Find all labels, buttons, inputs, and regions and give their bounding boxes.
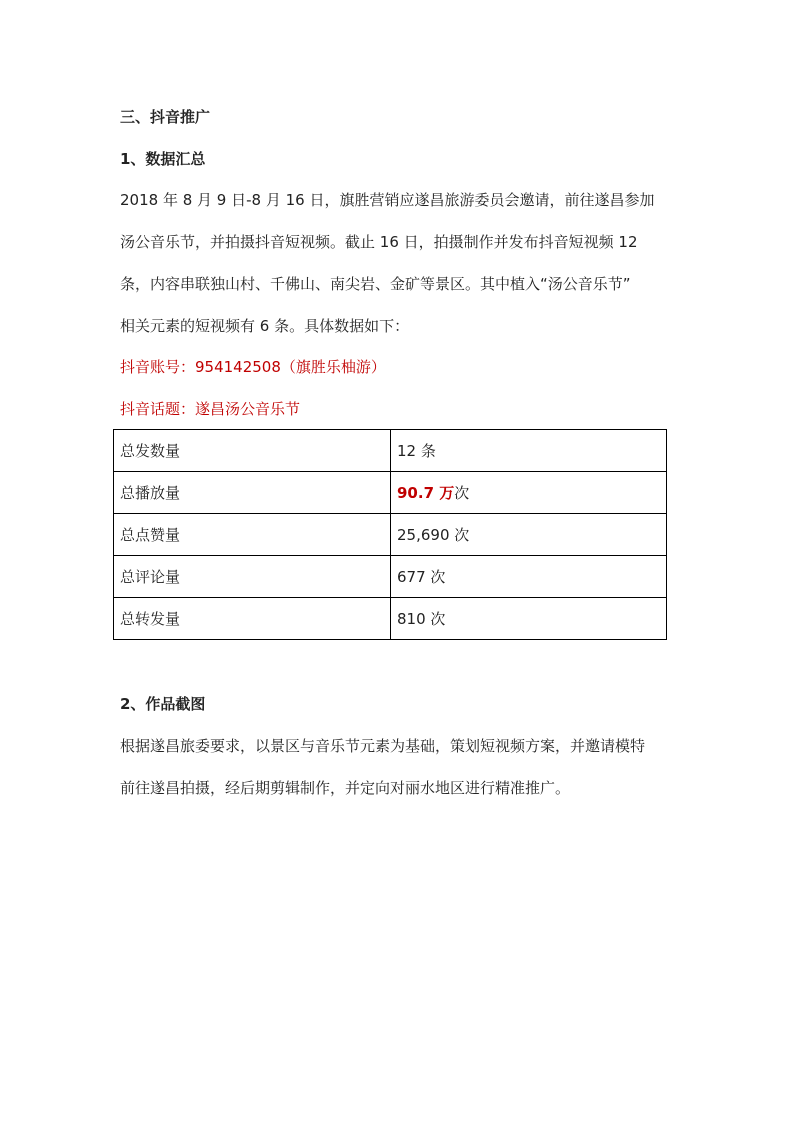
table-row: [114, 598, 667, 640]
paragraph-line: 汤公音乐节，并拍摄抖音短视频。截止 16 日，拍摄制作并发布抖音短视频 12: [120, 233, 638, 251]
stat-label: 总点赞量: [114, 514, 391, 556]
stat-value: [391, 472, 667, 514]
stat-label: 总发数量: [114, 430, 391, 472]
table-row: [114, 514, 667, 556]
data-summary-paragraph: [120, 179, 685, 347]
screenshots-title: 2、作品截图: [120, 695, 206, 713]
stat-label: 总播放量: [114, 472, 391, 514]
section-title: 三、抖音推广: [120, 108, 211, 126]
table-row: [114, 430, 667, 472]
stat-value: 25,690 次: [391, 514, 667, 556]
stat-value-suffix: 次: [454, 484, 470, 502]
data-summary-title: 1、数据汇总: [120, 150, 206, 168]
paragraph-line: 相关元素的短视频有 6 条。具体数据如下：: [120, 317, 410, 335]
paragraph-line: 前往遂昌拍摄，经后期剪辑制作，并定向对丽水地区进行精准推广。: [120, 779, 571, 797]
table-row: [114, 472, 667, 514]
paragraph-line: 条，内容串联独山村、千佛山、南尖岩、金矿等景区。其中植入“汤公音乐节”: [120, 275, 631, 293]
stat-value: 12 条: [391, 430, 667, 472]
stat-label: 总转发量: [114, 598, 391, 640]
screenshots-paragraph: [120, 725, 685, 809]
stat-value: 810 次: [391, 598, 667, 640]
table-row: [114, 556, 667, 598]
douyin-topic: 抖音话题：遂昌汤公音乐节: [120, 400, 301, 418]
douyin-account: 抖音账号：954142508（旗胜乐柚游）: [120, 358, 386, 376]
stats-table: [113, 429, 667, 640]
stat-value: 677 次: [391, 556, 667, 598]
stat-value-emphasis: 90.7 万: [397, 484, 455, 502]
stat-label: 总评论量: [114, 556, 391, 598]
paragraph-line: 2018 年 8 月 9 日-8 月 16 日，旗胜营销应遂昌旅游委员会邀请，前往遂昌参加: [120, 191, 655, 209]
paragraph-line: 根据遂昌旅委要求，以景区与音乐节元素为基础，策划短视频方案，并邀请模特: [120, 737, 646, 755]
